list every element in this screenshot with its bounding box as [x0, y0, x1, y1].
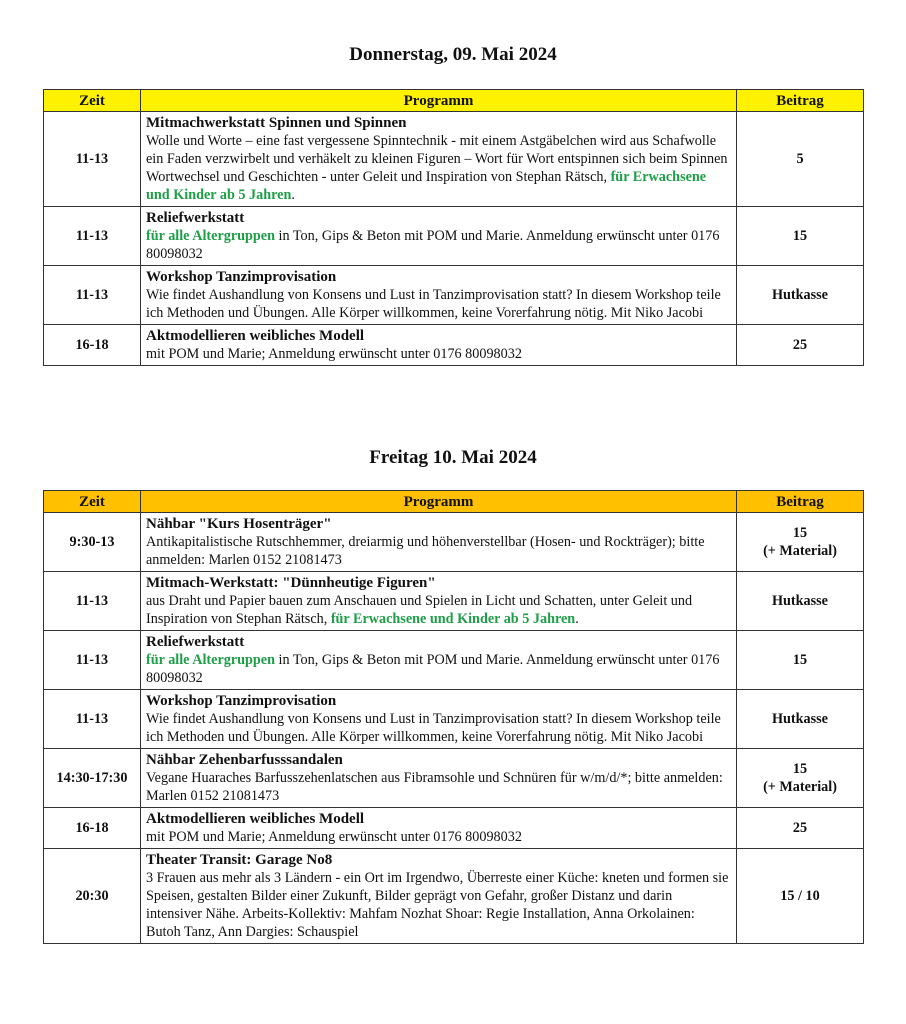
header-zeit: Zeit [44, 90, 141, 112]
program-title: Reliefwerkstatt [146, 634, 245, 650]
fee-value: 25 [792, 820, 808, 836]
program-description [146, 228, 719, 262]
fee-cell [737, 513, 864, 572]
header-zeit: Zeit [44, 491, 141, 513]
fee-value: 5 [796, 151, 804, 167]
time-cell: 9:30-13 [44, 513, 141, 572]
program-title: Aktmodellieren weibliches Modell [146, 811, 365, 827]
day1-table-body [44, 112, 864, 366]
time-cell: 16-18 [44, 325, 141, 366]
audience-highlight: für Erwachsene und Kinder ab 5 Jahren [330, 611, 576, 627]
program-cell [141, 572, 737, 631]
day1-title: Donnerstag, 09. Mai 2024 [349, 44, 557, 65]
table-row [44, 749, 864, 808]
program-title: Aktmodellieren weibliches Modell [146, 328, 365, 344]
program-cell [141, 808, 737, 849]
time-cell: 11-13 [44, 112, 141, 207]
description-text-end: . [291, 187, 295, 203]
table-row [44, 207, 864, 266]
time-cell: 11-13 [44, 690, 141, 749]
fee-value: 15 [792, 652, 808, 668]
fee-cell [737, 112, 864, 207]
table-row [44, 690, 864, 749]
time-cell: 11-13 [44, 631, 141, 690]
program-title: Nähbar Zehenbarfusssandalen [146, 752, 343, 768]
day2-table-header [44, 491, 864, 513]
time-cell: 14:30-17:30 [44, 749, 141, 808]
fee-cell [737, 325, 864, 366]
program-cell [141, 749, 737, 808]
fee-cell [737, 266, 864, 325]
header-beitrag: Beitrag [737, 90, 864, 112]
program-description [146, 870, 728, 940]
fee-cell [737, 690, 864, 749]
program-cell [141, 690, 737, 749]
table-row [44, 325, 864, 366]
day2-title: Freitag 10. Mai 2024 [369, 447, 537, 468]
program-title: Theater Transit: Garage No8 [146, 852, 333, 868]
audience-highlight: für alle Altergruppen [146, 652, 275, 668]
fee-note: (+ Material) [763, 779, 837, 795]
fee-value: Hutkasse [772, 711, 828, 727]
program-title: Workshop Tanzimprovisation [146, 269, 337, 285]
fee-cell [737, 207, 864, 266]
description-text-end: in Ton, Gips & Beton mit POM und Marie. Anmeldung erwünscht unter 0176 80098032 [146, 652, 720, 686]
audience-highlight: für alle Altergruppen [146, 228, 275, 244]
table-row [44, 808, 864, 849]
table-row [44, 513, 864, 572]
fee-value: Hutkasse [772, 593, 828, 609]
fee-value: 15 [792, 761, 808, 777]
time-cell: 11-13 [44, 572, 141, 631]
description-text: 3 Frauen aus mehr als 3 Ländern - ein Ort im Irgendwo, Überreste einer Küche: kneten und formen sie Speisen, gestalten Bilder einer Zukunft, Bilder geprägt von Gefahr, großer Distanz und darin intensiver Nähe. Arbeits-Kollektiv: Mahfam Nozhat Shoar: Regie Installation, Anna Orkolainen: Butoh Tanz, Ann Dargies: Schauspiel [146, 870, 729, 940]
fee-cell [737, 749, 864, 808]
table-row [44, 849, 864, 944]
fee-cell [737, 572, 864, 631]
program-description [146, 534, 705, 568]
fee-value: 25 [792, 337, 808, 353]
header-beitrag: Beitrag [737, 491, 864, 513]
description-text: Wolle und Worte – eine fast vergessene Spinntechnik - mit einem Astgäbelchen wird aus Schafwolle ein Faden verzwirbelt und verhäkelt zu kleinen Figuren – Wort für Wort entspinnen sich beim Spinnen Wortwechsel und Geschichten - unter Geleit und Inspiration von Stephan Rätsch, [146, 133, 728, 185]
day2-schedule-table [43, 490, 864, 944]
program-cell [141, 513, 737, 572]
program-cell [141, 207, 737, 266]
program-description [146, 133, 728, 203]
description-text: Antikapitalistische Rutschhemmer, dreiarmig und höhenverstellbar (Hosen- und Rockträger); bitte anmelden: Marlen 0152 21081473 [146, 534, 705, 568]
description-text: aus Draht und Papier bauen zum Anschauen und Spielen in Licht und Schatten, unter Geleit und Inspiration von Stephan Rätsch, [146, 593, 693, 627]
time-cell: 16-18 [44, 808, 141, 849]
header-programm: Programm [141, 90, 737, 112]
program-description [146, 770, 723, 804]
program-cell [141, 266, 737, 325]
program-description [146, 711, 721, 745]
fee-value: 15 [792, 525, 808, 541]
description-text: mit POM und Marie; Anmeldung erwünscht unter 0176 80098032 [146, 829, 522, 845]
program-cell [141, 631, 737, 690]
fee-value: 15 [792, 228, 808, 244]
fee-note: (+ Material) [763, 543, 837, 559]
table-row [44, 631, 864, 690]
program-description [146, 346, 522, 362]
program-description [146, 287, 721, 321]
program-description [146, 593, 692, 627]
fee-cell [737, 808, 864, 849]
table-row [44, 112, 864, 207]
description-text: Wie findet Aushandlung von Konsens und Lust in Tanzimprovisation statt? In diesem Workshop teile ich Methoden und Übungen. Alle Körper willkommen, keine Vorerfahrung nötig. Mit Niko Jacobi [146, 287, 721, 321]
fee-value: 15 / 10 [780, 888, 820, 904]
program-title: Reliefwerkstatt [146, 210, 245, 226]
time-cell: 11-13 [44, 266, 141, 325]
program-cell [141, 325, 737, 366]
description-text: mit POM und Marie; Anmeldung erwünscht unter 0176 80098032 [146, 346, 522, 362]
program-title: Mitmachwerkstatt Spinnen und Spinnen [146, 115, 407, 131]
audience-highlight: für Erwachsene und Kinder ab 5 Jahren [146, 169, 707, 203]
fee-cell [737, 849, 864, 944]
description-text: Wie findet Aushandlung von Konsens und Lust in Tanzimprovisation statt? In diesem Workshop teile ich Methoden und Übungen. Alle Körper willkommen, keine Vorerfahrung nötig. Mit Niko Jacobi [146, 711, 721, 745]
table-row [44, 266, 864, 325]
program-description [146, 829, 522, 845]
program-title: Nähbar "Kurs Hosenträger" [146, 516, 332, 532]
description-text: Vegane Huaraches Barfusszehenlatschen aus Fibramsohle und Schnüren für w/m/d/*; bitte anmelden: Marlen 0152 21081473 [146, 770, 723, 804]
table-row [44, 572, 864, 631]
program-cell [141, 849, 737, 944]
fee-value: Hutkasse [772, 287, 828, 303]
day2-table-body [44, 513, 864, 944]
day1-schedule-table [43, 89, 864, 366]
fee-cell [737, 631, 864, 690]
time-cell: 11-13 [44, 207, 141, 266]
program-description [146, 652, 719, 686]
program-title: Mitmach-Werkstatt: "Dünnheutige Figuren" [146, 575, 436, 591]
time-cell: 20:30 [44, 849, 141, 944]
program-title: Workshop Tanzimprovisation [146, 693, 337, 709]
description-text-end: in Ton, Gips & Beton mit POM und Marie. Anmeldung erwünscht unter 0176 80098032 [146, 228, 720, 262]
day1-table-header [44, 90, 864, 112]
header-programm: Programm [141, 491, 737, 513]
program-cell [141, 112, 737, 207]
description-text-end: . [575, 611, 579, 627]
